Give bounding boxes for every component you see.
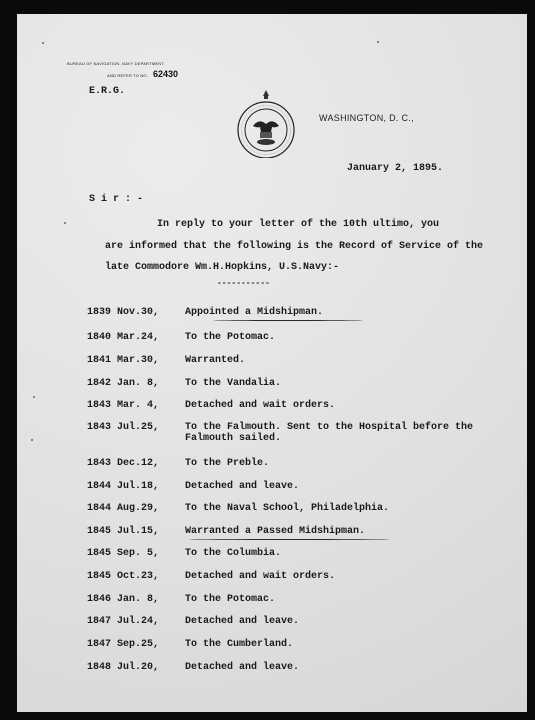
entry-date: 1845 Jul.15, <box>87 526 160 537</box>
entry-date: 1847 Jul.24, <box>87 616 160 627</box>
body-line-1: In reply to your letter of the 10th ultimo, you <box>157 219 440 230</box>
entry-event: Appointed a Midshipman. <box>185 307 324 318</box>
place-line: WASHINGTON, D. C., <box>319 113 414 123</box>
entry-event: Detached and wait orders. <box>185 571 336 582</box>
separator: ----------- <box>217 279 270 288</box>
entry-event: Warranted. <box>185 355 246 366</box>
entry-event: Detached and leave. <box>185 662 300 673</box>
body-line-2: are informed that the following is the Record of Service of the <box>105 241 484 252</box>
paper-speck <box>377 41 379 43</box>
paper-speck <box>42 42 44 44</box>
entry-event: Detached and leave. <box>185 616 300 627</box>
salutation: S i r : - <box>89 194 144 205</box>
entry-event: To the Cumberland. <box>185 639 294 650</box>
letter-date: January 2, 1895. <box>347 163 444 174</box>
handwritten-underline <box>213 320 363 321</box>
entry-date: 1845 Sep. 5, <box>87 548 160 559</box>
navy-department-seal-icon <box>233 86 299 158</box>
paper-speck <box>31 439 33 441</box>
document-page <box>17 14 527 712</box>
handwritten-underline <box>189 539 389 540</box>
entry-date: 1839 Nov.30, <box>87 307 160 318</box>
entry-date: 1841 Mar.30, <box>87 355 160 366</box>
entry-event: Detached and wait orders. <box>185 400 336 411</box>
entry-event: Warranted a Passed Midshipman. <box>185 526 366 537</box>
bureau-line: BUREAU OF NAVIGATION, NAVY DEPARTMENT. <box>67 61 165 66</box>
entry-event: To the Falmouth. Sent to the Hospital before the Falmouth sailed. <box>185 422 474 444</box>
entry-event: To the Potomac. <box>185 332 276 343</box>
entry-date: 1844 Jul.18, <box>87 481 160 492</box>
entry-date: 1843 Jul.25, <box>87 422 160 433</box>
refer-label: AND REFER TO NO. <box>107 73 149 78</box>
entry-event: Detached and leave. <box>185 481 300 492</box>
entry-date: 1845 Oct.23, <box>87 571 160 582</box>
entry-date: 1843 Mar. 4, <box>87 400 160 411</box>
entry-date: 1843 Dec.12, <box>87 458 160 469</box>
entry-event: To the Preble. <box>185 458 270 469</box>
entry-event: To the Potomac. <box>185 594 276 605</box>
entry-date: 1848 Jul.20, <box>87 662 160 673</box>
reference-number: 62430 <box>153 69 179 79</box>
entry-date: 1846 Jan. 8, <box>87 594 160 605</box>
entry-event: To the Vandalia. <box>185 378 282 389</box>
entry-date: 1840 Mar.24, <box>87 332 160 343</box>
body-line-3: late Commodore Wm.H.Hopkins, U.S.Navy:- <box>105 262 340 273</box>
paper-speck <box>33 396 35 398</box>
entry-date: 1842 Jan. 8, <box>87 378 160 389</box>
entry-event: To the Columbia. <box>185 548 282 559</box>
entry-date: 1844 Aug.29, <box>87 503 160 514</box>
paper-speck <box>64 222 66 224</box>
entry-date: 1847 Sep.25, <box>87 639 160 650</box>
initials: E.R.G. <box>89 86 126 97</box>
entry-event: To the Naval School, Philadelphia. <box>185 503 390 514</box>
